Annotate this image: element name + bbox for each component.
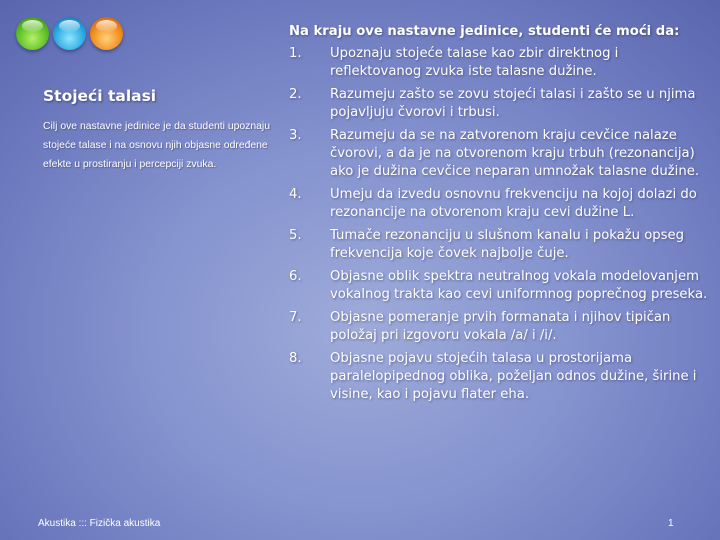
learning-outcomes [289, 22, 713, 409]
outcome-number: 1. [289, 46, 302, 61]
outcome-text: Umeju da izvedu osnovnu frekvenciju na kojoj dolazi do rezonancije na otvorenom kraju cevi dužine L. [330, 187, 697, 220]
outcome-number: 7. [289, 310, 302, 325]
orange-orb-icon [90, 17, 123, 50]
outcome-number: 4. [289, 187, 302, 202]
outcome-item [289, 86, 713, 122]
outcome-number: 2. [289, 87, 302, 102]
outcome-text: Objasne pomeranje prvih formanata i njihov tipičan položaj pri izgovoru vokala /a/ i /i/. [330, 310, 671, 343]
slide-description: Cilj ove nastavne jedinice je da studenti upoznaju stojeće talase i na osnovu njih objasne određene efekte u prostiranju i percepciji zvuka. [43, 121, 271, 170]
outcome-item [289, 268, 713, 304]
outcome-item [289, 45, 713, 81]
outcome-text: Objasne oblik spektra neutralnog vokala modelovanjem vokalnog trakta kao cevi uniformnog poprečnog preseka. [330, 269, 708, 302]
footer-page-number: 1 [668, 518, 674, 529]
outcome-text: Upoznaju stojeće talase kao zbir direktnog i reflektovanog zvuka iste talasne dužine. [330, 46, 619, 79]
outcome-item [289, 350, 713, 404]
outcome-text: Objasne pojavu stojećih talasa u prostorijama paralelopipednog oblika, poželjan odnos dužine, širine i visine, kao i pojavu flater eha. [330, 351, 697, 402]
outcome-number: 8. [289, 351, 302, 366]
slide-title: Stojeći talasi [43, 87, 157, 105]
outcome-text: Tumače rezonanciju u slušnom kanalu i pokažu opseg frekvencija koje čovek najbolje čuje. [330, 228, 685, 261]
green-orb-icon [16, 17, 49, 50]
outcome-number: 3. [289, 128, 302, 143]
footer-course-label: Akustika ::: Fizička akustika [38, 518, 161, 529]
outcome-item [289, 227, 713, 263]
outcomes-intro: Na kraju ove nastavne jedinice, studenti će moći da: [289, 24, 680, 39]
outcome-number: 5. [289, 228, 302, 243]
outcome-text: Razumeju zašto se zovu stojeći talasi i zašto se u njima pojavljuju čvorovi i trbusi. [330, 87, 696, 120]
outcomes-list [289, 45, 713, 404]
blue-orb-icon [53, 17, 86, 50]
outcome-item [289, 186, 713, 222]
outcome-text: Razumeju da se na zatvorenom kraju cevčice nalaze čvorovi, a da je na otvorenom kraju trbuh (rezonancija) ako je dužina cevčice neparan umnožak talasne dužine. [330, 128, 700, 179]
outcome-number: 6. [289, 269, 302, 284]
outcome-item [289, 309, 713, 345]
outcome-item [289, 127, 713, 181]
